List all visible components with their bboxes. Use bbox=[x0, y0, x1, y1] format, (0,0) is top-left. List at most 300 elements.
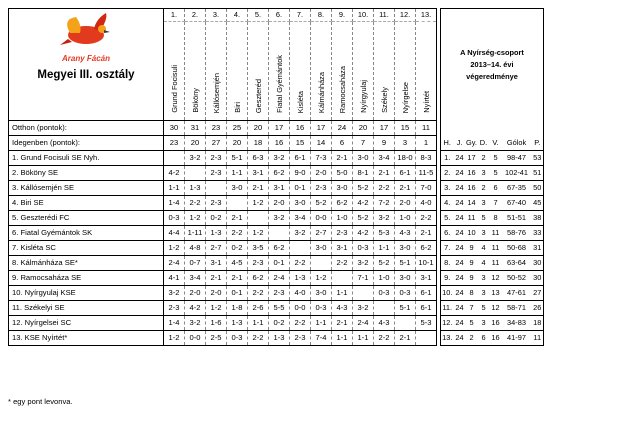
score-cell: 4-0 bbox=[416, 196, 437, 211]
standings-cell: 12. bbox=[441, 316, 454, 331]
standings-cell: 27 bbox=[532, 286, 544, 301]
score-cell: 1-6 bbox=[206, 316, 227, 331]
score-cell: 1-0 bbox=[332, 211, 353, 226]
score-cell: 0-0 bbox=[185, 331, 206, 346]
result-title bbox=[441, 9, 544, 121]
standings-cell: 58-76 bbox=[502, 226, 532, 241]
standings-header: H. bbox=[441, 136, 454, 151]
score-cell: 3-0 bbox=[311, 241, 332, 256]
score-cell: 0-0 bbox=[311, 211, 332, 226]
col-name bbox=[185, 22, 206, 121]
score-cell: 2-0 bbox=[269, 196, 290, 211]
team-name: 11. Székelyi SE bbox=[9, 301, 164, 316]
score-cell: 4-0 bbox=[290, 286, 311, 301]
standings-cell: 24 bbox=[454, 226, 466, 241]
score-cell: 0-3 bbox=[374, 286, 395, 301]
self-cell bbox=[290, 241, 311, 256]
score-cell: 0-1 bbox=[269, 256, 290, 271]
score-cell: 1-2 bbox=[164, 241, 185, 256]
col-number: 13. bbox=[416, 9, 437, 22]
standings-cell: 3 bbox=[478, 226, 490, 241]
score-cell: 2-1 bbox=[395, 331, 416, 346]
standings-header: D. bbox=[478, 136, 490, 151]
col-name bbox=[395, 22, 416, 121]
score-cell: 2-7 bbox=[311, 226, 332, 241]
standings-header: V. bbox=[490, 136, 502, 151]
standings-header: Gy. bbox=[466, 136, 478, 151]
score-cell: 5-2 bbox=[353, 181, 374, 196]
away-points-label: Idegenben (pontok): bbox=[9, 136, 164, 151]
col-name bbox=[248, 22, 269, 121]
score-cell: 6-2 bbox=[269, 241, 290, 256]
standings-cell: 24 bbox=[454, 196, 466, 211]
standings-cell: 50 bbox=[532, 181, 544, 196]
self-cell bbox=[311, 256, 332, 271]
score-cell: 3-2 bbox=[374, 211, 395, 226]
standings-cell: 4. bbox=[441, 196, 454, 211]
score-cell: 6-2 bbox=[269, 166, 290, 181]
col-number: 9. bbox=[332, 9, 353, 22]
standings-cell: 47-61 bbox=[502, 286, 532, 301]
home-points-value: 11 bbox=[416, 121, 437, 136]
score-cell: 1-3 bbox=[206, 226, 227, 241]
score-cell: 2-5 bbox=[206, 331, 227, 346]
score-cell: 2-3 bbox=[164, 301, 185, 316]
score-cell: 1-0 bbox=[374, 271, 395, 286]
score-cell: 1-2 bbox=[164, 331, 185, 346]
score-cell: 0-1 bbox=[290, 181, 311, 196]
away-points-value: 1 bbox=[416, 136, 437, 151]
logo-text: Arany Fácán bbox=[61, 54, 111, 63]
score-cell: 5-1 bbox=[395, 301, 416, 316]
result-title-line: végeredménye bbox=[466, 71, 518, 81]
col-number: 4. bbox=[227, 9, 248, 22]
standings-cell: 11 bbox=[466, 211, 478, 226]
col-name-label: Grund Focisuli bbox=[169, 65, 179, 113]
score-cell: 6-3 bbox=[248, 151, 269, 166]
standings-cell: 7 bbox=[490, 196, 502, 211]
away-points-value: 15 bbox=[290, 136, 311, 151]
score-cell: 4-2 bbox=[164, 166, 185, 181]
team-name: 6. Fiatal Gyémántok SK bbox=[9, 226, 164, 241]
score-cell: 1-2 bbox=[248, 196, 269, 211]
title-space bbox=[441, 121, 544, 136]
standings-cell: 7. bbox=[441, 241, 454, 256]
score-cell: 2-3 bbox=[206, 196, 227, 211]
standings-cell: 30 bbox=[532, 271, 544, 286]
score-cell: 2-6 bbox=[248, 301, 269, 316]
score-cell: 4-3 bbox=[374, 316, 395, 331]
standings-cell: 38 bbox=[532, 211, 544, 226]
score-cell: 5-1 bbox=[395, 256, 416, 271]
away-points-value: 20 bbox=[227, 136, 248, 151]
standings-cell: 33 bbox=[532, 226, 544, 241]
standings-cell: 5 bbox=[478, 301, 490, 316]
score-cell: 2-2 bbox=[374, 331, 395, 346]
score-cell: 5-2 bbox=[374, 256, 395, 271]
standings-cell: 13 bbox=[490, 286, 502, 301]
score-cell: 2-4 bbox=[353, 316, 374, 331]
standings-cell: 53 bbox=[532, 151, 544, 166]
score-cell: 4-2 bbox=[353, 196, 374, 211]
standings-cell: 12 bbox=[490, 271, 502, 286]
score-cell: 1-1 bbox=[311, 316, 332, 331]
standings-cell: 16 bbox=[490, 316, 502, 331]
col-name-label: Kisléta bbox=[295, 90, 305, 113]
score-cell: 6-2 bbox=[332, 196, 353, 211]
score-cell: 6-2 bbox=[416, 241, 437, 256]
standings-cell: 98-47 bbox=[502, 151, 532, 166]
score-cell: 7-1 bbox=[353, 271, 374, 286]
score-cell: 1-1 bbox=[353, 331, 374, 346]
standings-cell: 6. bbox=[441, 226, 454, 241]
score-cell: 1-1 bbox=[227, 166, 248, 181]
away-points-value: 27 bbox=[206, 136, 227, 151]
score-cell: 3-2 bbox=[185, 151, 206, 166]
score-cell: 2-2 bbox=[248, 286, 269, 301]
self-cell bbox=[269, 226, 290, 241]
self-cell bbox=[227, 196, 248, 211]
result-title-line: 2013–14. évi bbox=[470, 59, 514, 69]
self-cell bbox=[416, 331, 437, 346]
score-cell: 0-0 bbox=[290, 301, 311, 316]
score-cell: 18-0 bbox=[395, 151, 416, 166]
standings-cell: 5 bbox=[490, 166, 502, 181]
score-cell: 3-0 bbox=[311, 286, 332, 301]
score-cell: 3-1 bbox=[416, 271, 437, 286]
score-cell: 7-3 bbox=[311, 151, 332, 166]
away-points-value: 6 bbox=[332, 136, 353, 151]
score-cell: 1-8 bbox=[227, 301, 248, 316]
col-name bbox=[374, 22, 395, 121]
score-cell: 4-4 bbox=[164, 226, 185, 241]
standings-cell: 51-51 bbox=[502, 211, 532, 226]
standings-cell: 24 bbox=[454, 286, 466, 301]
home-points-value: 17 bbox=[374, 121, 395, 136]
standings-cell: 8 bbox=[466, 286, 478, 301]
col-name bbox=[164, 22, 185, 121]
standings-cell: 24 bbox=[454, 271, 466, 286]
score-cell: 1-2 bbox=[311, 271, 332, 286]
col-name-label: Geszteréd bbox=[253, 78, 263, 113]
standings-cell: 24 bbox=[454, 241, 466, 256]
standings-cell: 34-83 bbox=[502, 316, 532, 331]
team-name: 1. Grund Focisuli SE Nyh. bbox=[9, 151, 164, 166]
score-cell: 3-2 bbox=[353, 301, 374, 316]
col-number: 11. bbox=[374, 9, 395, 22]
table-row bbox=[9, 286, 544, 301]
score-cell: 0-2 bbox=[227, 241, 248, 256]
score-cell: 2-4 bbox=[164, 256, 185, 271]
self-cell bbox=[332, 271, 353, 286]
score-cell: 2-4 bbox=[269, 271, 290, 286]
score-cell: 2-3 bbox=[269, 286, 290, 301]
standings-cell: 4 bbox=[478, 241, 490, 256]
score-cell: 3-4 bbox=[290, 211, 311, 226]
score-cell: 1-1 bbox=[332, 286, 353, 301]
team-name: 13. KSE Nyírtét* bbox=[9, 331, 164, 346]
standings-cell: 8 bbox=[490, 211, 502, 226]
score-cell: 2-0 bbox=[206, 286, 227, 301]
score-cell: 1-4 bbox=[164, 316, 185, 331]
away-points-value: 16 bbox=[269, 136, 290, 151]
col-name bbox=[290, 22, 311, 121]
standings-cell: 5 bbox=[478, 211, 490, 226]
score-cell: 5-5 bbox=[269, 301, 290, 316]
standings-cell: 2. bbox=[441, 166, 454, 181]
col-name-label: Nyírgyulaj bbox=[358, 80, 368, 113]
standings-cell: 26 bbox=[532, 301, 544, 316]
home-points-value: 17 bbox=[269, 121, 290, 136]
standings-cell: 51 bbox=[532, 166, 544, 181]
score-cell: 5-3 bbox=[416, 316, 437, 331]
standings-cell: 5 bbox=[490, 151, 502, 166]
table-row bbox=[9, 196, 544, 211]
col-name-label: Biri bbox=[232, 102, 242, 113]
col-number: 3. bbox=[206, 9, 227, 22]
score-cell: 3-5 bbox=[248, 241, 269, 256]
col-number: 10. bbox=[353, 9, 374, 22]
standings-cell: 5. bbox=[441, 211, 454, 226]
standings-cell: 11 bbox=[490, 226, 502, 241]
standings-cell: 12 bbox=[490, 301, 502, 316]
score-cell: 2-2 bbox=[248, 331, 269, 346]
score-cell: 3-0 bbox=[395, 271, 416, 286]
score-cell: 0-3 bbox=[395, 286, 416, 301]
score-cell: 4-2 bbox=[185, 301, 206, 316]
score-cell: 0-1 bbox=[227, 286, 248, 301]
score-cell: 2-1 bbox=[374, 166, 395, 181]
score-cell: 2-3 bbox=[206, 166, 227, 181]
score-cell: 1-1 bbox=[332, 331, 353, 346]
standings-cell: 7 bbox=[466, 301, 478, 316]
standings-cell: 24 bbox=[454, 331, 466, 346]
score-cell: 4-3 bbox=[332, 301, 353, 316]
score-cell: 5-2 bbox=[353, 211, 374, 226]
away-points-value: 23 bbox=[164, 136, 185, 151]
score-cell: 6-1 bbox=[416, 301, 437, 316]
self-cell bbox=[206, 181, 227, 196]
team-name: 2. Bököny SE bbox=[9, 166, 164, 181]
standings-header: J. bbox=[454, 136, 466, 151]
score-cell: 3-0 bbox=[332, 181, 353, 196]
standings-cell: 6 bbox=[478, 331, 490, 346]
table-row bbox=[9, 331, 544, 346]
col-name-label: Kállósemjén bbox=[211, 72, 221, 113]
score-cell: 2-1 bbox=[206, 271, 227, 286]
standings-cell: 14 bbox=[466, 196, 478, 211]
score-cell: 4-2 bbox=[353, 226, 374, 241]
standings-cell: 24 bbox=[454, 256, 466, 271]
standings-cell: 10. bbox=[441, 286, 454, 301]
standings-cell: 11 bbox=[532, 331, 544, 346]
score-cell: 0-3 bbox=[353, 241, 374, 256]
home-points-value: 30 bbox=[164, 121, 185, 136]
score-cell: 3-2 bbox=[269, 211, 290, 226]
score-cell: 3-0 bbox=[353, 151, 374, 166]
score-cell: 2-1 bbox=[332, 316, 353, 331]
team-name: 10. Nyírgyulaj KSE bbox=[9, 286, 164, 301]
score-cell: 2-2 bbox=[374, 181, 395, 196]
score-cell: 6-2 bbox=[248, 271, 269, 286]
standings-cell: 24 bbox=[454, 166, 466, 181]
away-points-value: 3 bbox=[395, 136, 416, 151]
standings-cell: 16 bbox=[466, 181, 478, 196]
score-cell: 10-1 bbox=[416, 256, 437, 271]
score-cell: 2-3 bbox=[248, 256, 269, 271]
standings-cell: 5 bbox=[466, 316, 478, 331]
col-number: 2. bbox=[185, 9, 206, 22]
team-name: 7. Kisléta SC bbox=[9, 241, 164, 256]
score-cell: 0-2 bbox=[206, 211, 227, 226]
col-name-label: Kálmánháza bbox=[316, 71, 326, 113]
standings-cell: 11. bbox=[441, 301, 454, 316]
home-points-value: 20 bbox=[248, 121, 269, 136]
score-cell: 2-0 bbox=[311, 166, 332, 181]
score-cell: 3-4 bbox=[374, 151, 395, 166]
standings-cell: 16 bbox=[490, 331, 502, 346]
score-cell: 5-1 bbox=[227, 151, 248, 166]
standings-cell: 24 bbox=[454, 211, 466, 226]
score-cell: 3-2 bbox=[164, 286, 185, 301]
table-row bbox=[9, 256, 544, 271]
score-cell: 2-7 bbox=[206, 241, 227, 256]
col-name-label: Székely bbox=[379, 87, 389, 113]
away-points-value: 9 bbox=[374, 136, 395, 151]
score-cell: 2-3 bbox=[332, 226, 353, 241]
team-name: 3. Kállósemjén SE bbox=[9, 181, 164, 196]
score-cell: 0-3 bbox=[164, 211, 185, 226]
standings-cell: 45 bbox=[532, 196, 544, 211]
score-cell: 2-1 bbox=[248, 181, 269, 196]
score-cell: 2-1 bbox=[416, 226, 437, 241]
score-cell: 0-7 bbox=[185, 256, 206, 271]
score-cell: 7-4 bbox=[311, 331, 332, 346]
self-cell bbox=[185, 166, 206, 181]
score-cell: 5-0 bbox=[332, 166, 353, 181]
score-cell: 4-3 bbox=[395, 226, 416, 241]
standings-cell: 24 bbox=[454, 301, 466, 316]
col-number: 1. bbox=[164, 9, 185, 22]
score-cell: 1-3 bbox=[227, 316, 248, 331]
score-cell: 2-2 bbox=[290, 256, 311, 271]
score-cell: 1-1 bbox=[248, 316, 269, 331]
col-name-label: Nyírgelse bbox=[400, 81, 410, 113]
standings-cell: 30 bbox=[532, 256, 544, 271]
standings-cell: 3 bbox=[478, 316, 490, 331]
col-name bbox=[416, 22, 437, 121]
standings-cell: 24 bbox=[454, 316, 466, 331]
col-number: 6. bbox=[269, 9, 290, 22]
score-cell: 1-1 bbox=[164, 181, 185, 196]
results-table bbox=[8, 8, 544, 346]
standings-cell: 11 bbox=[490, 256, 502, 271]
score-cell: 6-1 bbox=[395, 166, 416, 181]
standings-cell: 102-41 bbox=[502, 166, 532, 181]
score-cell: 2-2 bbox=[290, 316, 311, 331]
self-cell bbox=[374, 301, 395, 316]
score-cell: 7-0 bbox=[416, 181, 437, 196]
score-cell: 2-2 bbox=[185, 196, 206, 211]
score-cell: 2-1 bbox=[332, 151, 353, 166]
col-name-label: Ramocsaháza bbox=[337, 65, 347, 113]
self-cell bbox=[164, 151, 185, 166]
league-title: Megyei III. osztály bbox=[37, 69, 135, 81]
home-points-value: 16 bbox=[290, 121, 311, 136]
score-cell: 3-2 bbox=[353, 256, 374, 271]
score-cell: 3-2 bbox=[290, 226, 311, 241]
table-row bbox=[9, 166, 544, 181]
result-title-line: A Nyírség-csoport bbox=[460, 47, 524, 57]
score-cell: 2-2 bbox=[227, 226, 248, 241]
away-points-value: 18 bbox=[248, 136, 269, 151]
score-cell: 3-1 bbox=[206, 256, 227, 271]
standings-cell: 10 bbox=[466, 226, 478, 241]
standings-cell: 9 bbox=[466, 271, 478, 286]
col-name bbox=[206, 22, 227, 121]
standings-cell: 16 bbox=[466, 166, 478, 181]
score-cell: 8-3 bbox=[416, 151, 437, 166]
standings-cell: 2 bbox=[466, 331, 478, 346]
score-cell: 5-3 bbox=[374, 226, 395, 241]
score-cell: 1-3 bbox=[269, 331, 290, 346]
standings-cell: 8. bbox=[441, 256, 454, 271]
team-name: 12. Nyírgelsei SC bbox=[9, 316, 164, 331]
home-points-label: Otthon (pontok): bbox=[9, 121, 164, 136]
score-cell: 1-2 bbox=[248, 226, 269, 241]
score-cell: 4-5 bbox=[227, 256, 248, 271]
standings-cell: 3 bbox=[478, 196, 490, 211]
table-row bbox=[9, 316, 544, 331]
standings-cell: 9. bbox=[441, 271, 454, 286]
team-name: 9. Ramocsaháza SE bbox=[9, 271, 164, 286]
standings-cell: 24 bbox=[454, 181, 466, 196]
score-cell: 2-2 bbox=[332, 256, 353, 271]
score-cell: 4-1 bbox=[164, 271, 185, 286]
away-points-value: 7 bbox=[353, 136, 374, 151]
col-number: 5. bbox=[248, 9, 269, 22]
standings-cell: 24 bbox=[454, 151, 466, 166]
score-cell: 1-1 bbox=[374, 241, 395, 256]
home-points-value: 31 bbox=[185, 121, 206, 136]
score-cell: 1-2 bbox=[185, 211, 206, 226]
results-document bbox=[8, 8, 544, 346]
standings-cell: 13. bbox=[441, 331, 454, 346]
team-name: 5. Geszterédi FC bbox=[9, 211, 164, 226]
standings-cell: 9 bbox=[466, 241, 478, 256]
home-points-value: 23 bbox=[206, 121, 227, 136]
col-name bbox=[311, 22, 332, 121]
team-name: 8. Kálmánháza SE* bbox=[9, 256, 164, 271]
score-cell: 1-4 bbox=[164, 196, 185, 211]
standings-cell: 1. bbox=[441, 151, 454, 166]
score-cell: 1-3 bbox=[290, 271, 311, 286]
standings-cell: 3. bbox=[441, 181, 454, 196]
score-cell: 8-1 bbox=[353, 166, 374, 181]
standings-cell: 67-35 bbox=[502, 181, 532, 196]
score-cell: 2-3 bbox=[206, 151, 227, 166]
standings-cell: 11 bbox=[490, 241, 502, 256]
score-cell: 2-0 bbox=[395, 196, 416, 211]
standings-header: Gólok bbox=[502, 136, 532, 151]
standings-cell: 50-52 bbox=[502, 271, 532, 286]
standings-cell: 3 bbox=[478, 166, 490, 181]
table-row bbox=[9, 301, 544, 316]
home-points-value: 20 bbox=[353, 121, 374, 136]
score-cell: 2-2 bbox=[416, 211, 437, 226]
score-cell: 3-0 bbox=[227, 181, 248, 196]
away-points-value: 14 bbox=[311, 136, 332, 151]
